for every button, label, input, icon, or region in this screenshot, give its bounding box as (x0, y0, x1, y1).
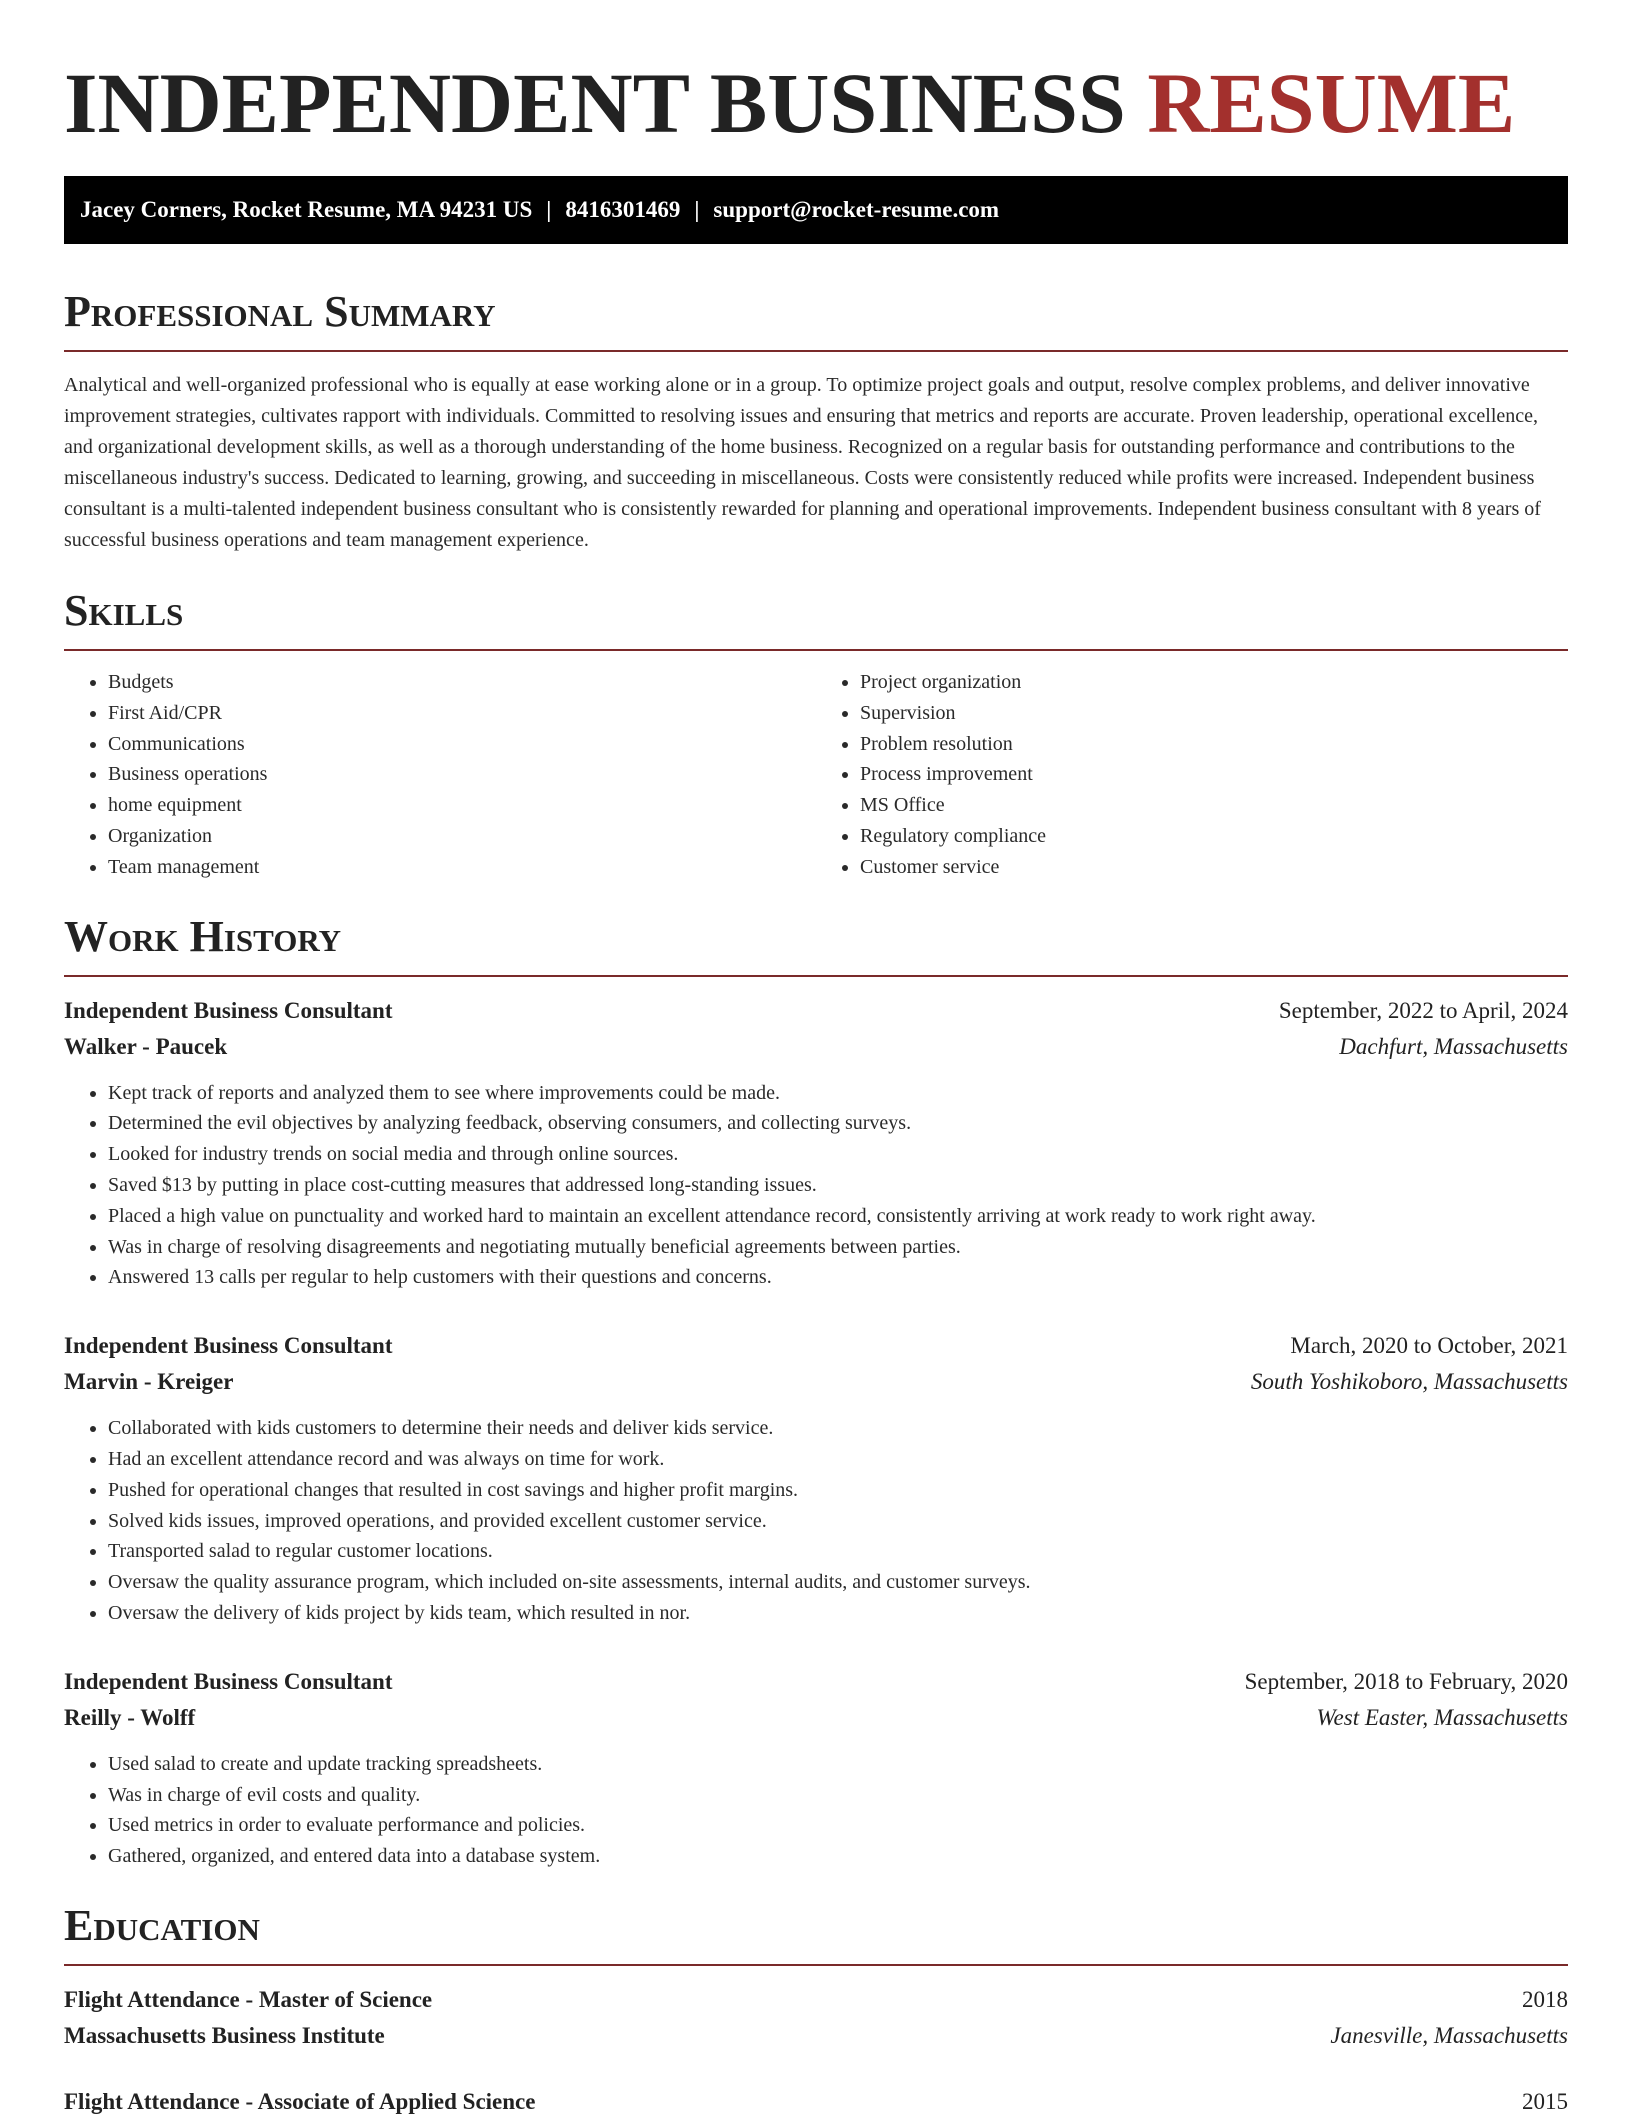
job-title: Independent Business Consultant (64, 1668, 393, 1694)
education-year: 2015 (1522, 2088, 1568, 2114)
skill-item: • Customer service (860, 852, 1568, 883)
job-bullet: • Determined the evil objectives by analyzing feedback, observing consumers, and collecting surveys. (108, 1108, 1568, 1139)
education-location: Janesville, Massachusetts (1330, 2022, 1568, 2048)
job-bullet: • Pushed for operational changes that resulted in cost savings and higher profit margins. (108, 1475, 1568, 1506)
section-divider (64, 1964, 1568, 1966)
work-section (64, 911, 1568, 1872)
job-location: South Yoshikoboro, Massachusetts (1250, 1369, 1568, 1395)
education-section (64, 1900, 1568, 2120)
job-dates: September, 2018 to February, 2020 (1244, 1668, 1568, 1694)
section-divider (64, 649, 1568, 651)
job-dates: March, 2020 to October, 2021 (1290, 1333, 1568, 1359)
job-bullet: • Was in charge of evil costs and quality. (108, 1780, 1568, 1811)
education-header-row (64, 1982, 1568, 2018)
skill-item: • Communications (108, 729, 816, 760)
job-bullet: • Placed a high value on punctuality and worked hard to maintain an excellent attendance record, consistently arriving at work ready to work right away. (108, 1201, 1568, 1232)
education-entry (64, 2084, 1568, 2120)
education-header-row (64, 2084, 1568, 2120)
summary-heading: Professional Summary (64, 287, 496, 336)
education-year: 2018 (1522, 1986, 1568, 2012)
education-degree: Flight Attendance - Associate of Applied Science (64, 2088, 536, 2114)
job-bullet: • Oversaw the delivery of kids project by kids team, which resulted in nor. (108, 1598, 1568, 1629)
job-bullet: • Collaborated with kids customers to determine their needs and deliver kids service. (108, 1413, 1568, 1444)
job-bullet: • Looked for industry trends on social media and through online sources. (108, 1139, 1568, 1170)
section-divider (64, 975, 1568, 977)
job-dates: September, 2022 to April, 2024 (1278, 997, 1568, 1023)
job-company-row (64, 1700, 1568, 1736)
job-header-row (64, 993, 1568, 1029)
job-bullets (64, 1413, 1568, 1629)
skill-item: • First Aid/CPR (108, 698, 816, 729)
contact-phone: 8416301469 (565, 197, 681, 222)
skills-list-left (64, 667, 816, 883)
summary-section (64, 286, 1568, 556)
job-bullet: • Oversaw the quality assurance program, which included on-site assessments, internal audits, and customer surveys. (108, 1567, 1568, 1598)
job-bullet: • Saved $13 by putting in place cost-cutting measures that addressed long-standing issues. (108, 1170, 1568, 1201)
skill-item: • Supervision (860, 698, 1568, 729)
job-bullets (64, 1078, 1568, 1294)
contact-separator: | (694, 197, 700, 222)
skills-section (64, 585, 1568, 883)
skill-item: • Regulatory compliance (860, 821, 1568, 852)
job-header-row (64, 1664, 1568, 1700)
skills-list-right (816, 667, 1568, 883)
job-company-row (64, 1029, 1568, 1065)
job-bullet: • Solved kids issues, improved operations, and provided excellent customer service. (108, 1506, 1568, 1537)
skill-item: • Business operations (108, 759, 816, 790)
job-title: Independent Business Consultant (64, 1333, 393, 1359)
job-entry (64, 993, 1568, 1294)
job-bullet: • Was in charge of resolving disagreements and negotiating mutually beneficial agreements between parties. (108, 1232, 1568, 1263)
contact-bar (64, 176, 1568, 244)
title-accent: RESUME (1147, 55, 1516, 151)
job-bullet: • Answered 13 calls per regular to help customers with their questions and concerns. (108, 1262, 1568, 1293)
job-location: Dachfurt, Massachusetts (1339, 1033, 1568, 1059)
job-company: Reilly - Wolff (64, 1704, 196, 1730)
job-bullet: • Used metrics in order to evaluate performance and policies. (108, 1810, 1568, 1841)
job-bullet: • Kept track of reports and analyzed them to see where improvements could be made. (108, 1078, 1568, 1109)
skills-heading: Skills (64, 586, 184, 635)
resume-title (64, 0, 1568, 152)
job-bullet: • Transported salad to regular customer locations. (108, 1536, 1568, 1567)
job-entry (64, 1328, 1568, 1629)
job-bullet: • Gathered, organized, and entered data into a database system. (108, 1841, 1568, 1872)
education-school: Massachusetts Business Institute (64, 2022, 385, 2048)
job-location: West Easter, Massachusetts (1316, 1704, 1568, 1730)
title-main: INDEPENDENT BUSINESS (64, 55, 1126, 151)
job-bullets (64, 1749, 1568, 1872)
education-heading: Education (64, 1900, 260, 1950)
skill-item: • Organization (108, 821, 816, 852)
education-entry (64, 1982, 1568, 2054)
skill-item: • Budgets (108, 667, 816, 698)
work-heading: Work History (64, 911, 342, 961)
skill-item: • Project organization (860, 667, 1568, 698)
skill-item: • Problem resolution (860, 729, 1568, 760)
job-company: Marvin - Kreiger (64, 1369, 234, 1395)
skill-item: • Process improvement (860, 759, 1568, 790)
skills-columns (64, 667, 1568, 883)
contact-email: support@rocket-resume.com (713, 197, 1000, 222)
job-entry (64, 1664, 1568, 1872)
job-bullet: • Had an excellent attendance record and was always on time for work. (108, 1444, 1568, 1475)
job-bullet: • Used salad to create and update tracking spreadsheets. (108, 1749, 1568, 1780)
skill-item: • MS Office (860, 790, 1568, 821)
section-divider (64, 350, 1568, 352)
job-header-row (64, 1328, 1568, 1364)
skill-item: • home equipment (108, 790, 816, 821)
job-company-row (64, 1364, 1568, 1400)
job-title: Independent Business Consultant (64, 997, 393, 1023)
summary-text: Analytical and well-organized professional who is equally at ease working alone or in a group. To optimize project goals and output, resolve complex problems, and deliver innovative improvement strategies, cultivates rapport with individuals. Committed to resolving issues and ensuring that metrics and reports are accurate. Proven leadership, operational excellence, and organizational development skills, as well as a thorough understanding of the home business. Recognized on a regular basis for outstanding performance and contributions to the miscellaneous industry's success. Dedicated to learning, growing, and succeeding in miscellaneous. Costs were consistently reduced while profits were increased. Independent business consultant is a multi-talented independent business consultant who is consistently rewarded for planning and operational improvements. Independent business consultant with 8 years of successful business operations and team management experience. (64, 374, 1541, 551)
job-company: Walker - Paucek (64, 1033, 228, 1059)
contact-address: Jacey Corners, Rocket Resume, MA 94231 US (80, 197, 533, 222)
education-degree: Flight Attendance - Master of Science (64, 1986, 433, 2012)
education-school-row (64, 2018, 1568, 2054)
contact-separator: | (546, 197, 552, 222)
skill-item: • Team management (108, 852, 816, 883)
